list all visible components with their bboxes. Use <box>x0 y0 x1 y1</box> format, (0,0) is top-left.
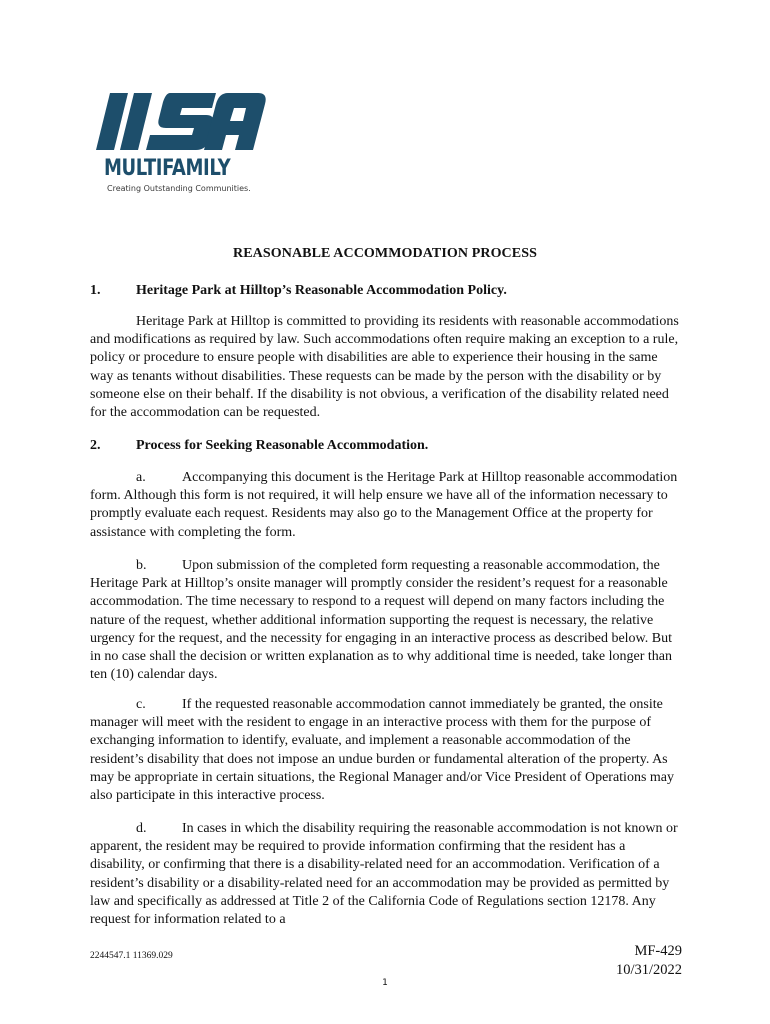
item-text: In cases in which the disability requiring the reasonable accommodation is not known or apparent, the resident may be required to provide information confirming that the resident has a disability, or confirming that there is a disability-related need for an accommodation. Verification of a resident’s disability or a disability-related need for an accommodation may be provided as permitted by law and specifically as addressed at Title 2 of the California Code of Regulations section 12178. Any request for information related to a <box>90 821 678 928</box>
item-letter: c. <box>136 697 146 712</box>
form-number: MF-429 <box>634 943 682 959</box>
item-letter: b. <box>136 558 147 573</box>
item-letter: a. <box>136 470 146 485</box>
usa-multifamily-logo <box>88 88 274 200</box>
item-letter: d. <box>136 821 147 836</box>
section-heading-text: Heritage Park at Hilltop’s Reasonable Accommodation Policy. <box>136 283 507 298</box>
document-title: REASONABLE ACCOMMODATION PROCESS <box>233 246 537 261</box>
logo-tagline: Creating Outstanding Communities. <box>107 184 251 193</box>
logo-wordmark: MULTIFAMILY <box>104 156 231 181</box>
section-number: 1. <box>90 283 101 298</box>
item-text: Accompanying this document is the Heritage Park at Hilltop reasonable accommodation form. Although this form is not required, it will help ensure we have all of the information necessary to promptly evaluate each request. Residents may also go to the Management Office at the property for assistance with completing the form. <box>90 470 678 540</box>
form-info <box>616 942 682 980</box>
section-number: 2. <box>90 438 101 453</box>
item-text: Upon submission of the completed form requesting a reasonable accommodation, the Heritage Park at Hilltop’s onsite manager will promptly consider the resident’s request for a reasonable accommodation. The time necessary to respond to a request will depend on many factors including the nature of the request, whether additional information supporting the request is necessary, the relative urgency for the request, and the necessity for engaging in an interactive process as described below. But in no case shall the decision or written explanation as to why additional time is needed, take longer than ten (10) calendar days. <box>90 558 673 683</box>
document-id: 2244547.1 11369.029 <box>90 951 173 961</box>
item-text: If the requested reasonable accommodation cannot immediately be granted, the onsite manager will meet with the resident to engage in an interactive process with them for the purpose of exchanging information to identify, evaluate, and implement a reasonable accommodation of the resident’s disability that does not impose an undue burden or fundamental alteration of the property. As may be appropriate in certain situations, the Regional Manager and/or Vice President of Operations may also participate in this interactive process. <box>90 697 675 804</box>
item-c <box>90 696 680 805</box>
paragraph-text: Heritage Park at Hilltop is committed to providing its residents with reasonable accommodations and modifications as required by law. Such accommodations often require making an exception to a rule, policy or procedure to ensure people with disabilities are able to experience their housing in the same way as tenants without disabilities. These requests can be made by the person with the disability or by someone else on their behalf. If the disability is not obvious, a verification of the disability related need for the accommodation can be requested. <box>90 314 679 421</box>
section-heading-text: Process for Seeking Reasonable Accommodation. <box>136 438 429 453</box>
section-1-body <box>90 313 680 422</box>
logo-mark-icon <box>88 88 274 158</box>
page-number: 1 <box>382 978 388 988</box>
item-b <box>90 557 680 684</box>
item-a <box>90 469 680 542</box>
item-d <box>90 820 680 929</box>
form-date: 10/31/2022 <box>615 962 682 978</box>
